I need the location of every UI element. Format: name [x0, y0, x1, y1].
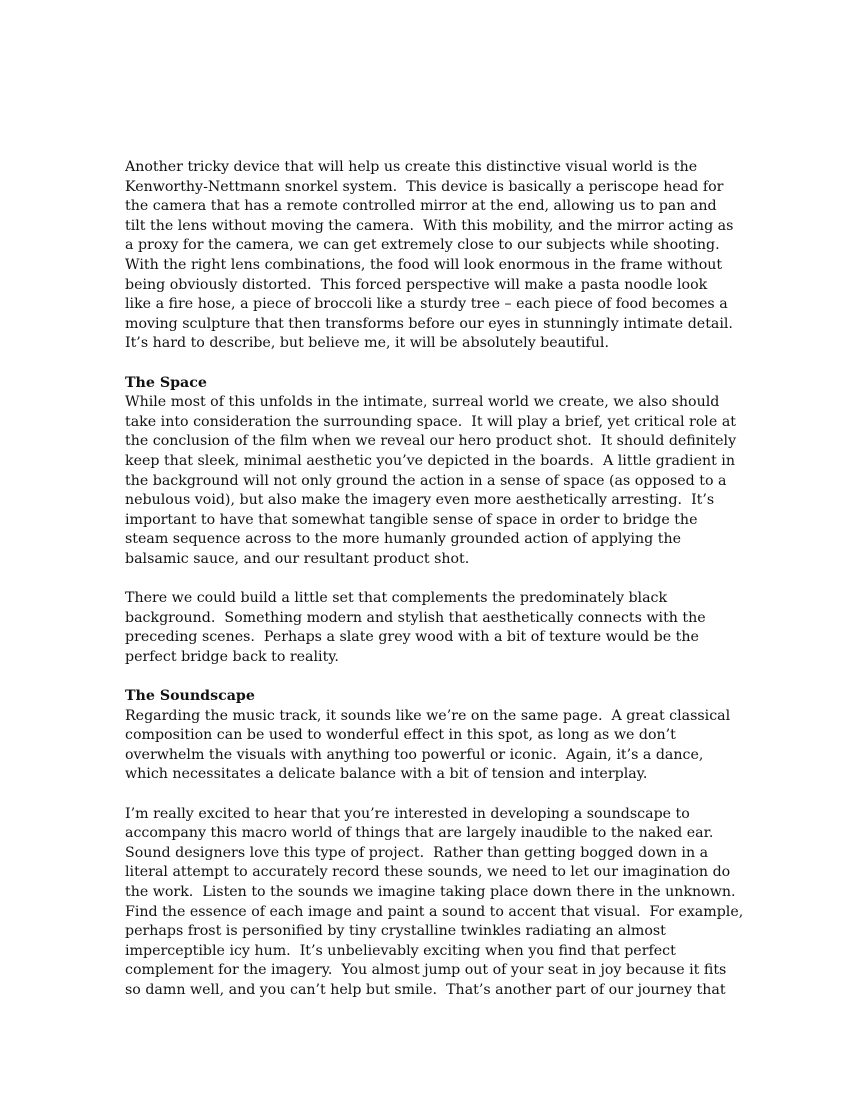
text-line: the camera that has a remote controlled mirror at the end, allowing us to pan and: [125, 198, 717, 215]
text-line: Sound designers love this type of project. Rather than getting bogged down in a: [125, 844, 709, 861]
paragraph-gap: [125, 569, 730, 589]
text-line: perhaps frost is personified by tiny crystalline twinkles radiating an almost: [125, 923, 666, 940]
text-line: like a fire hose, a piece of broccoli like a sturdy tree – each piece of food becomes a: [125, 296, 728, 313]
text-line: important to have that somewhat tangible sense of space in order to bridge the: [125, 511, 698, 528]
text-line: perfect bridge back to reality.: [125, 648, 339, 665]
text-line: It’s hard to describe, but believe me, it will be absolutely beautiful.: [125, 335, 609, 352]
text-line: There we could build a little set that complements the predominately black: [125, 590, 668, 607]
text-line: While most of this unfolds in the intimate, surreal world we create, we also should: [125, 394, 720, 411]
section-heading-soundscape: The Soundscape: [125, 688, 255, 705]
text-line: Find the essence of each image and paint a sound to accent that visual. For example,: [125, 903, 744, 920]
text-line: literal attempt to accurately record these sounds, we need to let our imagination do: [125, 864, 731, 881]
text-line: overwhelm the visuals with anything too powerful or iconic. Again, it’s a dance,: [125, 746, 704, 763]
text-line: accompany this macro world of things that are largely inaudible to the naked ear.: [125, 825, 714, 842]
text-line: tilt the lens without moving the camera. With this mobility, and the mirror acting as: [125, 217, 734, 234]
text-line: being obviously distorted. This forced perspective will make a pasta noodle look: [125, 276, 708, 293]
text-line: Another tricky device that will help us create this distinctive visual world is the: [125, 159, 698, 175]
document-page: [125, 158, 744, 1001]
text-line: the conclusion of the film when we reveal our hero product shot. It should definitely: [125, 433, 737, 450]
text-line: so damn well, and you can’t help but smile. That’s another part of our journey that: [125, 981, 726, 998]
text-line: background. Something modern and stylish that aesthetically connects with the: [125, 609, 706, 626]
paragraph-music: [125, 707, 730, 785]
text-line: balsamic sauce, and our resultant product shot.: [125, 550, 470, 567]
text-line: the work. Listen to the sounds we imagine taking place down there in the unknown.: [125, 883, 736, 900]
text-line: steam sequence across to the more humanly grounded action of applying the: [125, 531, 682, 548]
paragraph-gap: [125, 785, 730, 805]
text-line: composition can be used to wonderful effect in this spot, as long as we don’t: [125, 727, 676, 744]
text-line: I’m really excited to hear that you’re interested in developing a soundscape to: [125, 805, 690, 822]
paragraph-set: [125, 589, 730, 667]
text-line: imperceptible icy hum. It’s unbelievably exciting when you find that perfect: [125, 942, 676, 959]
paragraph-sound-design: [125, 805, 744, 1001]
text-line: Regarding the music track, it sounds like we’re on the same page. A great classical: [125, 707, 731, 724]
text-line: which necessitates a delicate balance with a bit of tension and interplay.: [125, 766, 648, 783]
paragraph-space: [125, 393, 737, 569]
text-line: complement for the imagery. You almost jump out of your seat in joy because it fits: [125, 962, 727, 979]
section-heading-space: The Space: [125, 374, 207, 391]
paragraph-gap: [125, 354, 730, 374]
text-line: take into consideration the surrounding space. It will play a brief, yet critical role at: [125, 413, 736, 430]
paragraph-snorkel: [125, 158, 734, 354]
text-line: moving sculpture that then transforms before our eyes in stunningly intimate detail.: [125, 315, 733, 332]
text-line: the background will not only ground the action in a sense of space (as opposed to a: [125, 472, 727, 489]
text-line: a proxy for the camera, we can get extremely close to our subjects while shooting.: [125, 237, 720, 254]
paragraph-gap: [125, 667, 730, 687]
text-line: With the right lens combinations, the food will look enormous in the frame without: [125, 256, 723, 273]
text-line: nebulous void), but also make the imagery even more aesthetically arresting. It’s: [125, 492, 715, 509]
text-line: keep that sleek, minimal aesthetic you’ve depicted in the boards. A little gradient in: [125, 452, 735, 469]
text-line: Kenworthy-Nettmann snorkel system. This device is basically a periscope head for: [125, 178, 724, 195]
text-line: preceding scenes. Perhaps a slate grey wood with a bit of texture would be the: [125, 629, 699, 646]
